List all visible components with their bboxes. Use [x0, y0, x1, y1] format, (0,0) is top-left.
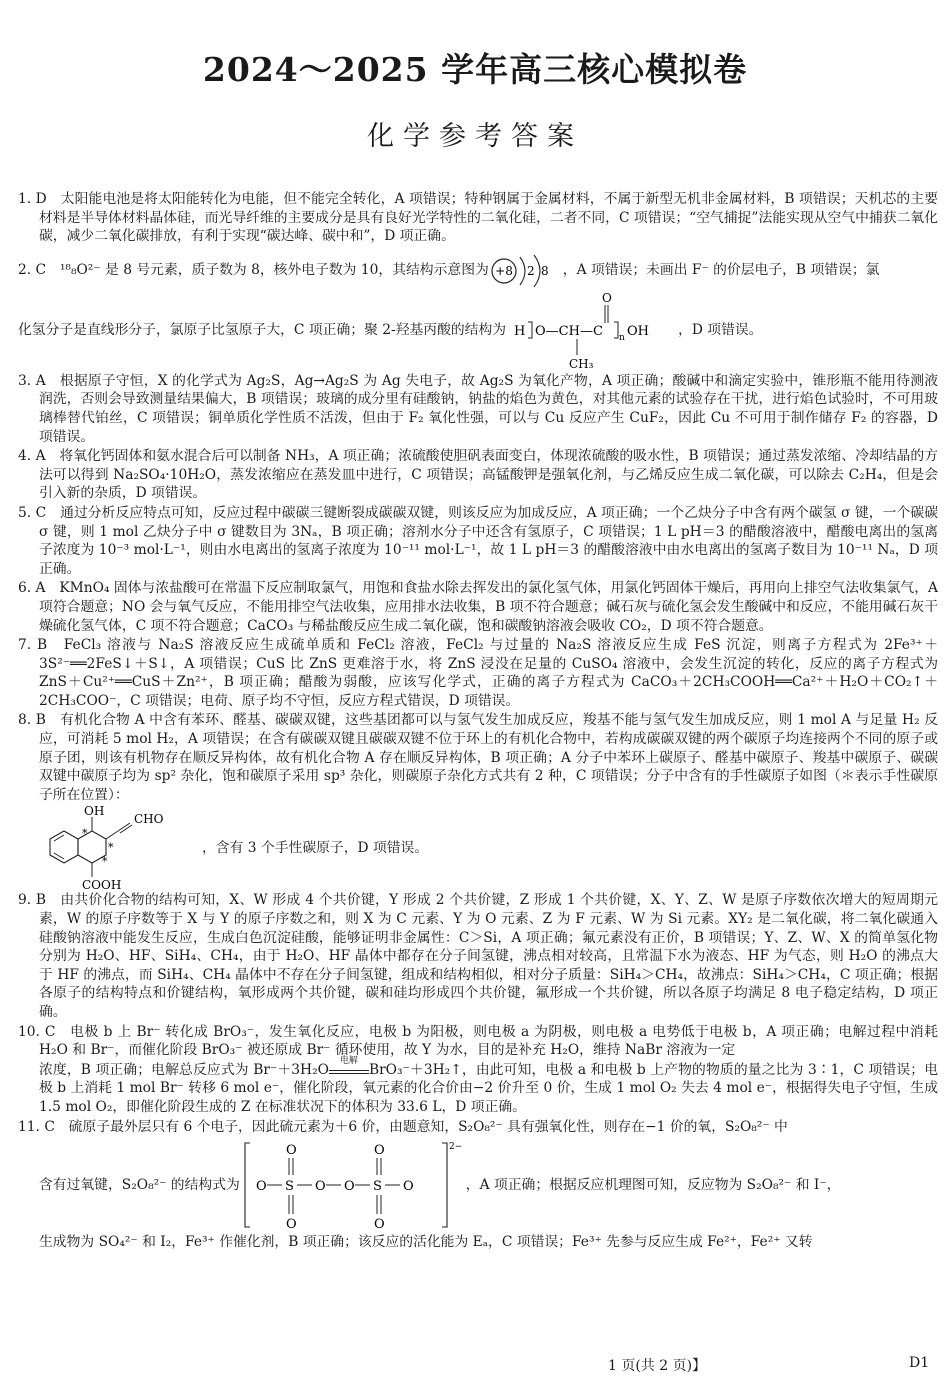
chiral-star-2: *: [108, 841, 114, 855]
o-peroxo-1: O: [314, 1179, 326, 1195]
page-number: 1 页(共 2 页)】: [608, 1358, 707, 1374]
answer-8: [18, 711, 938, 891]
answer-11-line1: 11. C 硫原子最外层只有 6 个电子，因此硫元素为＋6 价，由题意知，S₂O₈²⁻ 具有强氧化性，则存在−1 价的氧，S₂O₈²⁻ 中: [18, 1118, 788, 1135]
formula-oh: OH: [627, 323, 650, 339]
formula-h: H: [514, 323, 526, 339]
answer-11-line3: 生成物为 SO₄²⁻ 和 I₂，Fe³⁺ 作催化剂，B 项正确；该反应的活化能为 Eₐ，C 项错误；Fe³⁺ 先参与反应生成 Fe²⁺，Fe²⁺ 又转: [39, 1234, 813, 1251]
chiral-star-1: *: [82, 827, 88, 841]
formula-carbonyl-o: O: [602, 290, 612, 305]
oh-label: OH: [84, 805, 105, 819]
electrolysis-arrow: [329, 1056, 369, 1074]
answer-10-line1: 10. C 电极 b 上 Br⁻ 转化成 BrO₃⁻，发生氧化反应，电极 b 为阳极，则电极 a 为阴极，则电极 a 电势低于电极 b，A 项正确；电解过程中消耗 H₂O 和 Br⁻，而催化阶段 BrO₃⁻ 被还原成 Br⁻ 循环使用，故 Y 为水，目的是补充 H₂O，维持 NaBr 溶液为一定: [18, 1023, 938, 1059]
formula-ch3: CH₃: [569, 356, 594, 371]
answer-2-line2-start: 化氢分子是直线形分子，氯原子比氢原子大，C 项正确；聚 2-羟基丙酸的结构为: [18, 322, 507, 339]
answer-10-line2: [18, 1056, 939, 1117]
answer-6: 6. A KMnO₄ 固体与浓盐酸可在常温下反应制取氯气，用饱和食盐水除去挥发出的氯化氢气体，用氯化钙固体干燥后，再用向上排空气法收集氯气，A 项符合题意；NO 会与氧气反应，不能用排空气法收集，应用排水法收集，B 项不符合题意；碱石灰与硫化氢会发生酸碱中和反应，不能用碱石灰干燥硫化氢气体，C 项不符合题意；CaCO₃ 与稀盐酸反应生成二氧化碳，饱和碳酸钠溶液会吸收 CO₂，D 项不符合题意。: [18, 580, 938, 634]
s-left: S: [284, 1179, 294, 1195]
o-peroxo-2: O: [343, 1179, 355, 1195]
cho-label: CHO: [134, 812, 164, 827]
answer-8-tail: ，含有 3 个手性碳原子，D 项错误。: [202, 840, 429, 857]
answer-8-text: 8. B 有机化合物 A 中含有苯环、醛基、碳碳双键，这些基团都可以与氢气发生加成反应，羧基不能与氢气发生加成反应，则 1 mol A 与足量 H₂ 反应，可消耗 5 mol H₂，A 项错误；在含有碳碳双键且碳碳双键不位于环上的有机化合物中，若构成碳碳双键的两个碳原子均连接两个不同的原子或原子团，则该有机物存在顺反异构体，故有机化合物 A 存在顺反异构体，B 项正确；A 分子中苯环上碳原子、醛基中碳原子、羧基中碳原子、碳碳双键中碳原子均为 sp² 杂化，饱和碳原子采用 sp³ 杂化，则碳原子杂化方式共有 2 种，C 项错误；分子中含有的手性碳原子如图（＊表示手性碳原子所在位置）：: [18, 712, 938, 803]
cooh-label: COOH: [82, 878, 122, 892]
s-right: S: [372, 1179, 382, 1195]
answer-2-line1-start: 2. C ¹⁸₈O²⁻ 是 8 号元素，质子数为 8，核外电子数为 10，其结构示意图为: [18, 262, 489, 279]
atom-structure-diagram: [490, 253, 562, 289]
answer-content: [18, 190, 938, 1253]
answer-9: 9. B 由共价化合物的结构可知，X、W 形成 4 个共价键，Y 形成 2 个共价键，Z 形成 1 个共价键，X、Y、Z、W 是原子序数依次增大的短周期元素，W 的原子序数等于 X 与 Y 的原子序数之和，则 X 为 C 元素、Y 为 O 元素、Z 为 F 元素、W 为 Si 元素。XY₂ 是二氧化碳，将二氧化碳通入硅酸钠溶液中能发生反应，生成白色沉淀硅酸，能够证明非金属性：C＞Si，A 项正确；氟元素没有正价，B 项错误；Y、Z、W、X 的简单氢化物分别为 H₂O、HF、SiH₄、CH₄，由于 H₂O、HF 晶体中都存在分子间氢键，沸点相对较高，且常温下水为液态、HF 为气态，则 H₂O 的沸点大于 HF 的沸点，而 SiH₄、CH₄ 晶体中不存在分子间氢键，组成和结构相似，相对分子质量：SiH₄＞CH₄，故沸点：SiH₄＞CH₄，C 项正确；根据各原子的结构特点和价键结构，氧形成两个共价键，碳和硅均形成四个共价键，氟形成一个共价键，所以各原子均满足 8 电子稳定结构，D 项正确。: [18, 892, 938, 1020]
polylactic-structure: [510, 290, 678, 372]
page-subtitle: 化学参考答案: [367, 121, 583, 152]
o-right-bottom: O: [373, 1217, 385, 1233]
o-left-top: O: [285, 1143, 297, 1159]
answer-2-line1-end: ，A 项错误；未画出 F⁻ 的价层电子，B 项错误；氯: [562, 262, 880, 279]
answer-11-line2-end: ，A 项正确；根据反应机理图可知，反应物为 S₂O₈²⁻ 和 I⁻，: [465, 1176, 841, 1193]
answer-10: [18, 1023, 938, 1117]
chiral-star-3: *: [102, 855, 108, 869]
o-left: O: [255, 1179, 267, 1195]
answer-11: [18, 1118, 938, 1252]
answer-11-line2-start: 含有过氧键，S₂O₈²⁻ 的结构式为: [39, 1176, 240, 1193]
page-title: 2024～2025 学年高三核心模拟卷: [202, 50, 748, 89]
answer-3: 3. A 根据原子守恒，X 的化学式为 Ag₂S，Ag→Ag₂S 为 Ag 失电子，故 Ag₂S 为氧化产物，A 项正确；酸碱中和滴定实验中，锥形瓶不能用待测液润洗，否则会导致测量结果偏大，B 项错误；玻璃的成分里有硅酸钠，钠盐的焰色为黄色，对其他元素的试验存在干扰，进行焰色试验时，不可用玻璃棒替代铂丝，C 项错误；铜单质化学性质不活泼，但由于 F₂ 氧化性强，可以与 Cu 反应产生 CuF₂，因此 Cu 不可用于制作储存 F₂ 的容器，D 项错误。: [18, 372, 938, 445]
answer-4: 4. A 将氧化钙固体和氨水混合后可以制备 NH₃，A 项正确；浓硫酸使胆矾表面变白，体现浓硫酸的吸水性，B 项错误；通过蒸发浓缩、冷却结晶的方法可以得到 Na₂SO₄·10H₂O，蒸发浓缩应在蒸发皿中进行，C 项错误；高锰酸钾是强氧化剂，与乙烯反应生成二氧化碳，可以除去 C₂H₄，但是会引入新的杂质，D 项错误。: [18, 448, 938, 502]
shell-1-electrons: 2: [526, 263, 535, 278]
answer-1: 1. D 太阳能电池是将太阳能转化为电能，但不能完全转化，A 项错误；特种钢属于金属材料，不属于新型无机非金属材料，B 项错误；天机芯的主要材料是半导体材料晶体硅，而光导纤维的主要成分是具有良好光学特性的二氧化硅，二者不同，C 项错误；“空气捕捉”法能实现从空气中捕获二氧化碳，减少二氧化碳排放，有利于实现“碳达峰、碳中和”，D 项正确。: [18, 191, 938, 245]
answer-10-line2-end: BrO₃⁻＋3H₂↑，由此可知，电极 a 和电极 b 上产物的物质的量之比为 3∶1，C 项错误；电极 b 上消耗 1 mol Br⁻ 转移 6 mol e⁻，催化阶段，氧元素的化合价由−2 价升至 0 价，生成 1 mol O₂ 失去 4 mol e⁻，根据得失电子守恒，生成 1.5 mol O₂，即催化阶段生成的 Z 在标准状况下的体积为 33.6 L，D 项正确。: [39, 1061, 939, 1115]
nucleus-charge: +8: [494, 263, 513, 278]
answer-2-line2-end: ，D 项错误。: [678, 322, 763, 339]
chiral-structure-diagram: [42, 805, 202, 891]
formula-main: O—CH—C: [535, 323, 603, 339]
electrolysis-condition: 电解: [339, 1056, 358, 1067]
shell-2-electrons: 8: [540, 263, 549, 278]
answer-5: 5. C 通过分析反应特点可知，反应过程中碳碳三键断裂成碳碳双键，则该反应为加成反应，A 项正确；一个乙炔分子中含有两个碳氢 σ 键，一个碳碳 σ 键，则 1 mol 乙炔分子中 σ 键数目为 3Nₐ，B 项正确；溶剂水分子中还含有氢原子，C 项错误；1 L pH＝3 的醋酸溶液中，醋酸电离出的氢离子浓度为 10⁻³ mol·L⁻¹，则由水电离出的氢离子浓度为 10⁻¹¹ mol·L⁻¹，故 1 L pH＝3 的醋酸溶液中由水电离出的氢离子数目为 10⁻¹¹ Nₐ，D 项正确。: [18, 504, 938, 577]
peroxodisulfate-structure: [242, 1137, 464, 1233]
o-right-top: O: [373, 1143, 385, 1159]
o-right: O: [402, 1179, 414, 1195]
page-code: D1: [909, 1355, 930, 1371]
formula-n: n: [619, 332, 625, 343]
answer-10-line2-start: 浓度，B 项正确；电解总反应式为 Br⁻＋3H₂O: [39, 1061, 329, 1078]
answer-7: 7. B FeCl₃ 溶液与 Na₂S 溶液反应生成硫单质和 FeCl₂ 溶液，FeCl₂ 与过量的 Na₂S 溶液反应生成 FeS 沉淀，则离子方程式为 2Fe³⁺＋3S²⁻══2FeS↓＋S↓，A 项错误；CuS 比 ZnS 更难溶于水，将 ZnS 浸没在足量的 CuSO₄ 溶液中，会发生沉淀的转化，反应的离子方程式为 ZnS＋Cu²⁺══CuS＋Zn²⁺，B 项正确；醋酸为弱酸，应该写化学式，正确的离子方程式为 CaCO₃＋2CH₃COOH══Ca²⁺＋H₂O＋CO₂↑＋2CH₃COO⁻，C 项错误；电荷、原子均不守恒，反应方程式错误，D 项错误。: [18, 637, 938, 709]
o-left-bottom: O: [285, 1217, 297, 1233]
answer-2: [18, 252, 938, 372]
ion-charge: 2−: [448, 1142, 463, 1153]
